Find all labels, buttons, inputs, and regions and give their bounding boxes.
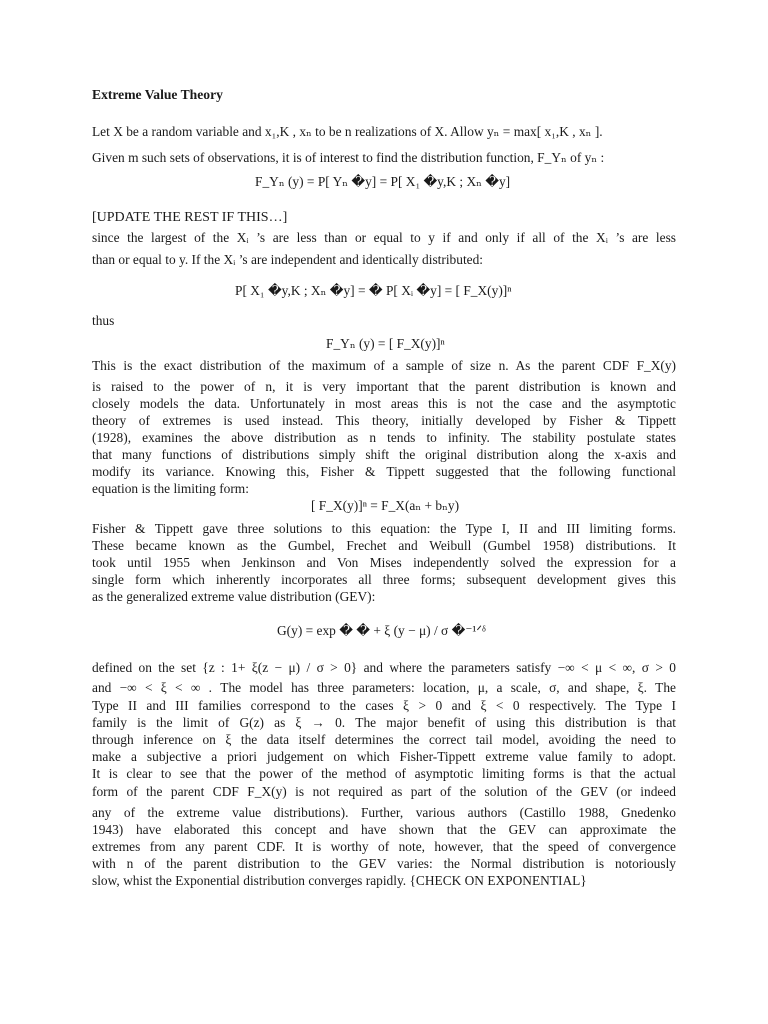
paragraph-line: that many functions of distributions simply shift the original distribution along the x-axis and (92, 447, 676, 462)
paragraph-line: is raised to the power of n, it is very important that the parent distribution is known and (92, 379, 676, 394)
paragraph-line: family is the limit of G(z) as ξ → 0. The major benefit of using this distribution is that (92, 715, 676, 730)
paragraph-line: thus (92, 313, 115, 328)
paragraph-line: closely models the data. Unfortunately in most areas this is not the case and the asymptotic (92, 396, 676, 411)
paragraph-line: with n of the parent distribution to the GEV varies: the Normal distribution is notoriously (92, 856, 676, 871)
paragraph-line: theory of extremes is used instead. This theory, initially developed by Fisher & Tippett (92, 413, 676, 428)
paragraph-line: than or equal to y. If the Xᵢ ’s are independent and identically distributed: (92, 252, 484, 267)
equation-gev: G(y) = exp � � + ξ (y − μ) / σ �⁻¹ᐟᵟ (277, 623, 486, 638)
paragraph-line: form of the parent CDF F_X(y) is not required as part of the solution of the GEV (or indeed (92, 784, 676, 799)
paragraph-line: 1943) have elaborated this concept and have shown that the GEV can approximate the (92, 822, 676, 837)
paragraph-line: Fisher & Tippett gave three solutions to this equation: the Type I, II and III limiting forms. (92, 521, 676, 536)
document-title: Extreme Value Theory (92, 87, 223, 102)
paragraph-line: defined on the set {z : 1+ ξ(z − μ) / σ > 0} and where the parameters satisfy −∞ < μ < ∞, σ > 0 (92, 660, 676, 675)
paragraph-line: Let X be a random variable and x₁,K , xₙ to be n realizations of X. Allow yₙ = max[ x₁,K , xₙ ]. (92, 124, 603, 139)
paragraph-line: any of the extreme value distributions). Further, various authors (Castillo 1988, Gnedenko (92, 805, 676, 820)
editor-note: [UPDATE THE REST IF THIS…] (92, 210, 288, 225)
paragraph-line: Type II and III families correspond to the cases ξ > 0 and ξ < 0 respectively. The Type I (92, 698, 676, 713)
paragraph-line: as the generalized extreme value distribution (GEV): (92, 589, 376, 604)
paragraph-line: single form which inherently incorporates all three forms; subsequent development gives this (92, 572, 676, 587)
paragraph-line: These became known as the Gumbel, Frechet and Weibull (Gumbel 1958) distributions. It (92, 538, 676, 553)
equation-1: F_Yₙ (y) = P[ Yₙ �y] = P[ X₁ �y,K ; Xₙ �y] (255, 174, 511, 189)
paragraph-line: since the largest of the Xᵢ ’s are less than or equal to y if and only if all of the Xᵢ ’s are less (92, 230, 676, 245)
paragraph-line: modify its variance. Knowing this, Fisher & Tippett suggested that the following functional (92, 464, 676, 479)
paragraph-line: make a subjective a priori judgement on which Fisher-Tippett extreme value family to adopt. (92, 749, 676, 764)
paragraph-line: slow, whist the Exponential distribution converges rapidly. {CHECK ON EXPONENTIAL} (92, 873, 587, 888)
paragraph-line: and −∞ < ξ < ∞ . The model has three parameters: location, μ, a scale, σ, and shape, ξ. The (92, 680, 676, 695)
equation-3: F_Yₙ (y) = [ F_X(y)]ⁿ (326, 336, 445, 351)
equation-2: P[ X₁ �y,K ; Xₙ �y] = � P[ Xᵢ �y] = [ F_X(y)]ⁿ (235, 283, 512, 298)
paragraph-line: Given m such sets of observations, it is of interest to find the distribution function, F_Yₙ of yₙ : (92, 150, 605, 165)
paragraph-line: took until 1955 when Jenkinson and Von Mises independently solved the expression for a (92, 555, 676, 570)
paragraph-line: (1928), examines the above distribution as n tends to infinity. The stability postulate states (92, 430, 676, 445)
paragraph-line: extremes from any parent CDF. It is worthy of note, however, that the speed of convergence (92, 839, 676, 854)
paragraph-line: This is the exact distribution of the maximum of a sample of size n. As the parent CDF F_X(y) (92, 358, 676, 373)
paragraph-line: equation is the limiting form: (92, 481, 249, 496)
paragraph-line: through inference on ξ the data itself determines the correct tail model, avoiding the need to (92, 732, 676, 747)
paragraph-line: It is clear to see that the power of the method of asymptotic limiting forms is that the actual (92, 766, 676, 781)
equation-4: [ F_X(y)]ⁿ = F_X(aₙ + bₙy) (311, 498, 460, 513)
